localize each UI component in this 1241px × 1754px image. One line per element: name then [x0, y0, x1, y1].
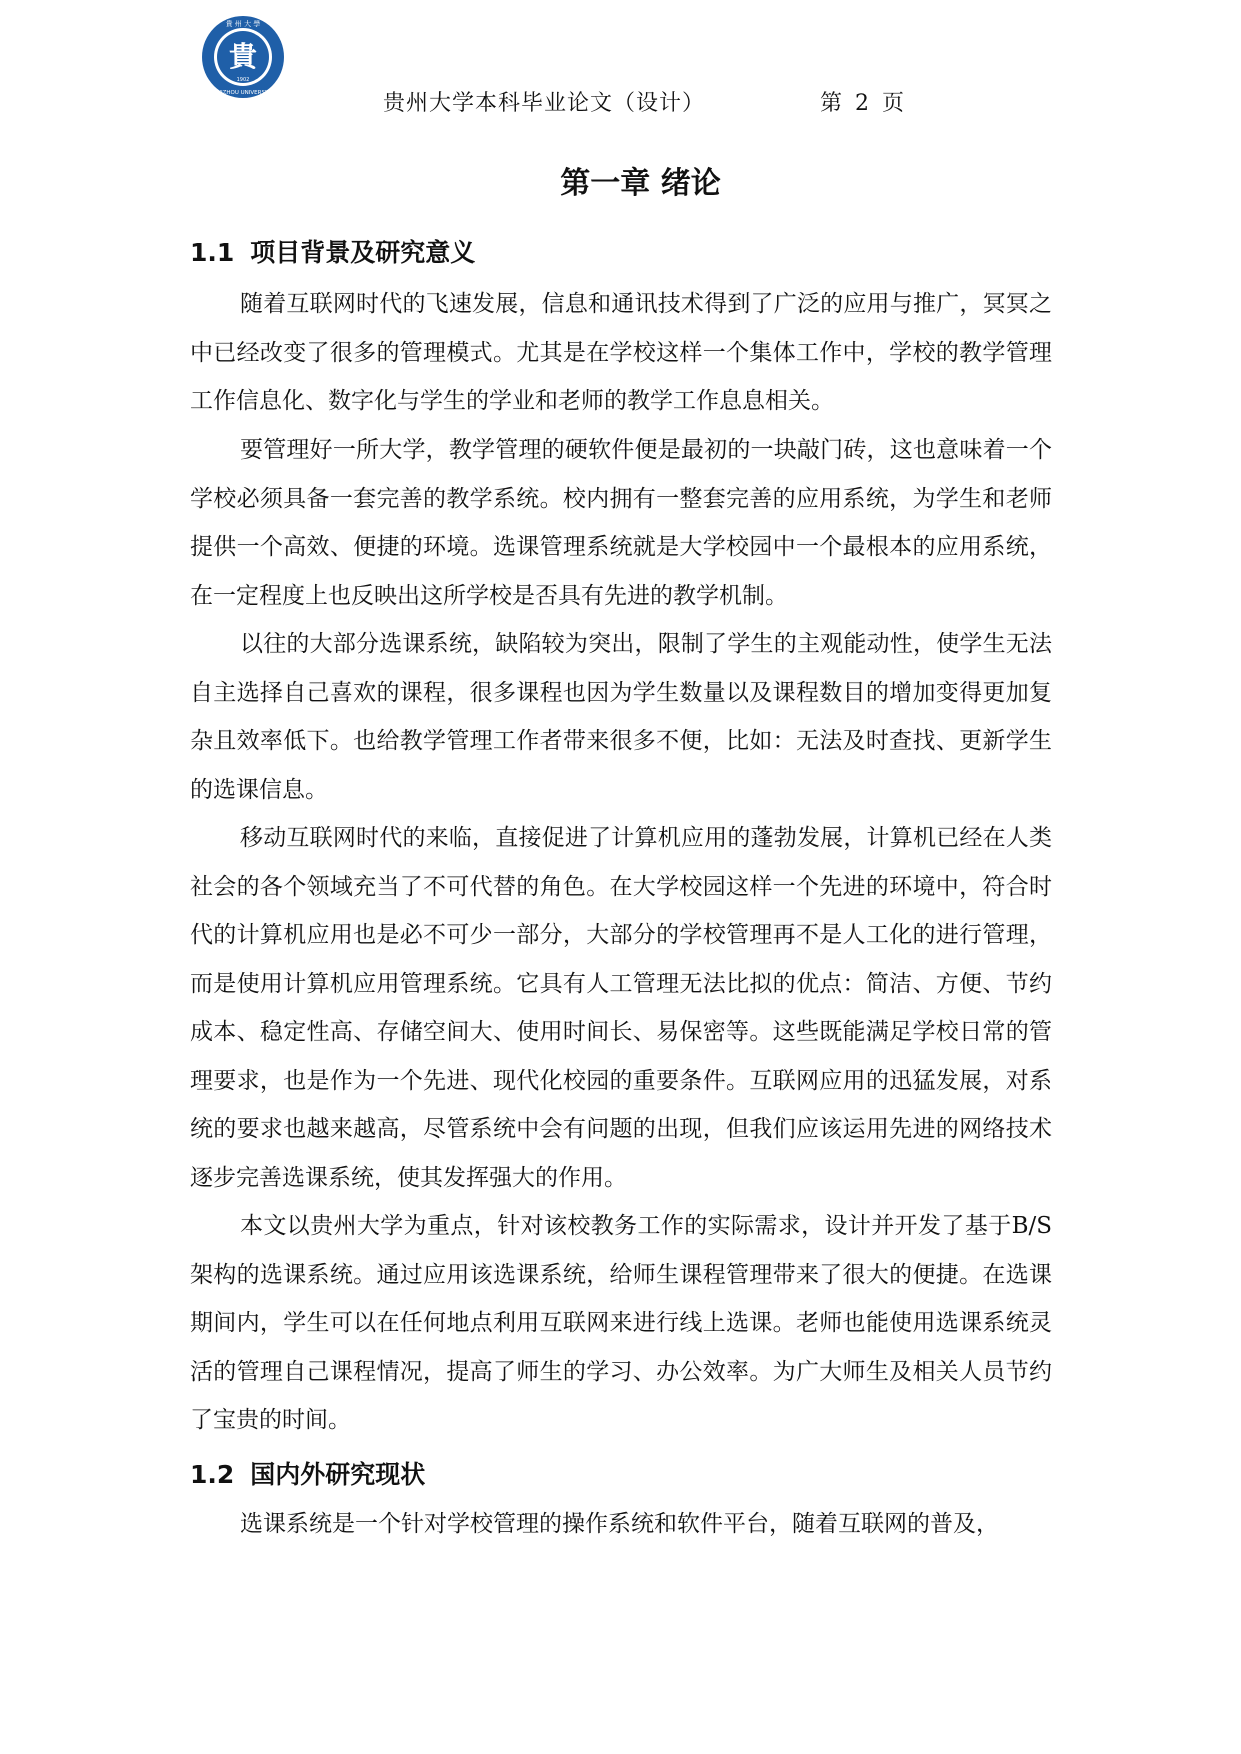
section-heading-1-2 [190, 1455, 425, 1491]
svg-text:貴 州 大 學: 貴 州 大 學 [225, 20, 261, 28]
paragraph: 移动互联网时代的来临，直接促进了计算机应用的蓬勃发展，计算机已经在人类社会的各个领域充当了不可代替的角色。在大学校园这样一个先进的环境中，符合时代的计算机应用也是必不可少一部分，大部分的学校管理再不是人工化的进行管理，而是使用计算机应用管理系统。它具有人工管理无法比拟的优点：简洁、方便、节约成本、稳定性高、存储空间大、使用时间长、易保密等。这些既能满足学校日常的管理要求，也是作为一个先进、现代化校园的重要条件。互联网应用的迅猛发展，对系统的要求也越来越高，尽管系统中会有问题的出现，但我们应该运用先进的网络技术逐步完善选课系统，使其发挥强大的作用。 [190, 825, 1052, 1191]
paragraph: 以往的大部分选课系统，缺陷较为突出，限制了学生的主观能动性，使学生无法自主选择自己喜欢的课程，很多课程也因为学生数量以及课程数目的增加变得更加复杂且效率低下。也给教学管理工作者带来很多不便，比如：无法及时查找、更新学生的选课信息。 [190, 631, 1052, 803]
section-number: 1.1 [190, 238, 235, 267]
section-heading-1-1 [190, 233, 475, 269]
paragraph: 本文以贵州大学为重点，针对该校教务工作的实际需求，设计并开发了基于B/S架构的选课系统。通过应用该选课系统，给师生课程管理带来了很大的便捷。在选课期间内，学生可以在任何地点利用互联网来进行线上选课。老师也能使用选课系统灵活的管理自己课程情况，提高了师生的学习、办公效率。为广大师生及相关人员节约了宝贵的时间。 [190, 1213, 1052, 1433]
page-header [0, 86, 1241, 120]
paragraph: 选课系统是一个针对学校管理的操作系统和软件平台，随着互联网的普及， [240, 1511, 999, 1537]
svg-text:GUIZHOU UNIVERSITY: GUIZHOU UNIVERSITY [212, 90, 274, 96]
section-title: 国内外研究现状 [250, 1460, 426, 1489]
section-title: 项目背景及研究意义 [250, 238, 476, 267]
paragraph: 要管理好一所大学，教学管理的硬软件便是最初的一块敲门砖，这也意味着一个学校必须具备一套完善的教学系统。校内拥有一整套完善的应用系统，为学生和老师提供一个高效、便捷的环境。选课管理系统就是大学校园中一个最根本的应用系统，在一定程度上也反映出这所学校是否具有先进的教学机制。 [190, 437, 1052, 609]
svg-text:1902: 1902 [236, 77, 250, 83]
svg-text:貴: 貴 [228, 40, 258, 73]
chapter-title: 第一章 绪论 [560, 166, 721, 201]
paragraph: 随着互联网时代的飞速发展，信息和通讯技术得到了广泛的应用与推广，冥冥之中已经改变了很多的管理模式。尤其是在学校这样一个集体工作中，学校的教学管理工作信息化、数字化与学生的学业和老师的教学工作息息相关。 [190, 291, 1052, 414]
page-number: 第 2 页 [820, 91, 907, 116]
section-number: 1.2 [190, 1460, 235, 1489]
thesis-header-title: 贵州大学本科毕业论文（设计） [383, 91, 706, 116]
